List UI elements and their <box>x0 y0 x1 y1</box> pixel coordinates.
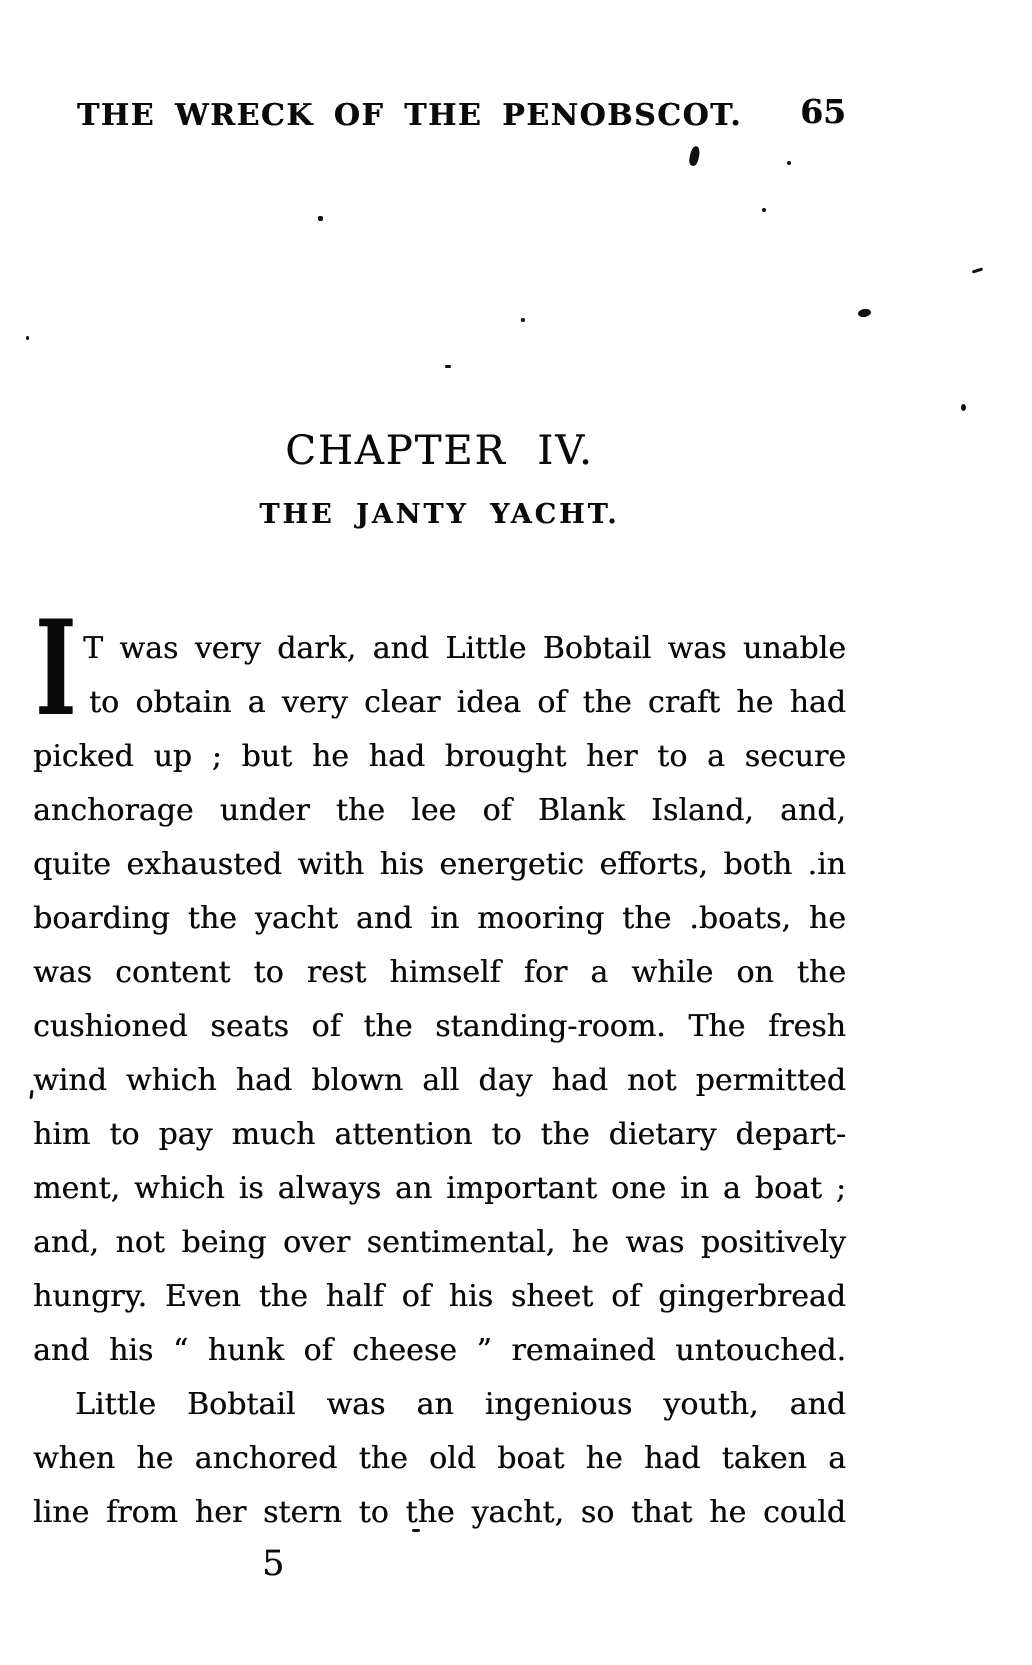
body-text <box>33 592 846 1540</box>
body-line: quite exhausted with his energetic efforts, both .in <box>33 847 846 882</box>
ink-speck <box>762 208 766 212</box>
chapter-title: CHAPTER IV. <box>285 428 594 474</box>
body-line: Little Bobtail was an ingenious youth, and <box>75 1387 846 1422</box>
page-number: 65 <box>800 92 846 131</box>
ink-speck <box>445 365 451 368</box>
body-line: picked up ; but he had brought her to a secure <box>33 739 846 774</box>
running-head <box>33 92 846 136</box>
body-line: ment, which is always an important one in a boat ; <box>33 1171 846 1206</box>
body-line: cushioned seats of the standing-room. The fresh <box>33 1009 846 1044</box>
ink-speck <box>972 267 983 273</box>
body-line: boarding the yacht and in mooring the .boats, he <box>33 901 846 936</box>
body-line: anchorage under the lee of Blank Island, and, <box>33 793 846 828</box>
body-line: and his “ hunk of cheese ” remained untouched. <box>33 1333 846 1368</box>
running-title: THE WRECK OF THE PENOBSCOT. <box>76 98 743 133</box>
body-line: when he anchored the old boat he had taken a <box>33 1441 846 1476</box>
drop-cap-letter: I <box>35 592 77 746</box>
ink-speck <box>787 161 791 165</box>
ink-speck <box>26 336 29 340</box>
drop-cap <box>33 592 77 746</box>
body-line: line from her stern to the yacht, so that he could <box>33 1495 846 1530</box>
body-line: and, not being over sentimental, he was positively <box>33 1225 846 1260</box>
ink-speck <box>857 308 871 318</box>
body-line: him to pay much attention to the dietary depart- <box>33 1117 846 1152</box>
body-line: T was very dark, and Little Bobtail was unable <box>83 631 846 666</box>
ink-speck <box>521 318 525 322</box>
body-line: hungry. Even the half of his sheet of gingerbread <box>33 1279 846 1314</box>
signature-mark: 5 <box>262 1544 285 1584</box>
body-line: to obtain a very clear idea of the craft he had <box>89 685 846 720</box>
ink-speck <box>318 216 323 221</box>
ink-speck <box>688 145 701 166</box>
ink-speck <box>961 404 966 411</box>
chapter-subtitle: THE JANTY YACHT. <box>259 499 620 530</box>
body-line: was content to rest himself for a while on the <box>33 955 846 990</box>
body-line: wind which had blown all day had not permitted <box>33 1063 846 1098</box>
